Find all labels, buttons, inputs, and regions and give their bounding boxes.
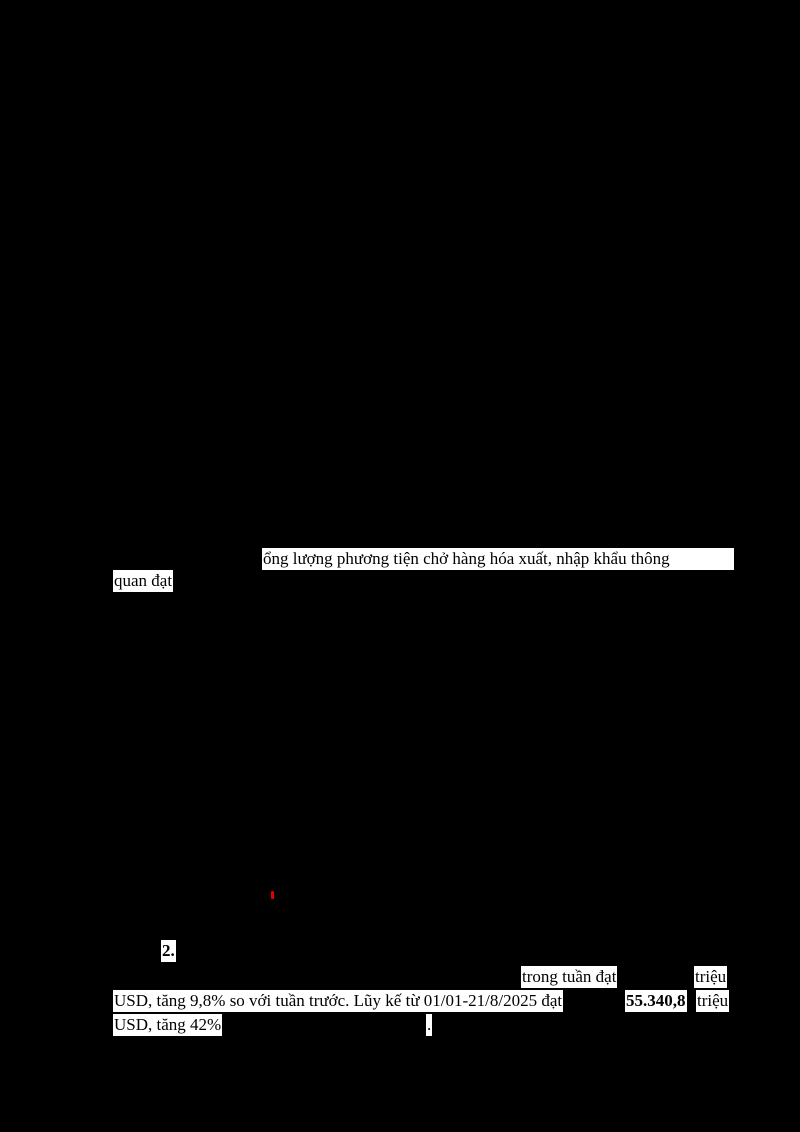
section2-line3-a: USD, tăng 42%: [114, 1015, 222, 1034]
section2-line2-a: USD, tăng 9,8% so với tuần trước. Lũy kế từ 01/01-21/8/2025 đạt: [114, 991, 563, 1010]
section2-line1-a: trong tuần đạt: [522, 967, 617, 986]
section2-line3-b: .: [427, 1015, 432, 1034]
paragraph1-line2: quan đạt: [114, 571, 173, 590]
red-mark: [271, 891, 274, 899]
paragraph1-line1: ổng lượng phương tiện chở hàng hóa xuất, nhập khẩu thông: [262, 548, 734, 570]
section2-line2-b: triệu: [697, 991, 729, 1010]
section2-line1-b: triệu: [695, 967, 727, 986]
section2-line2-value: 55.340,8: [626, 991, 686, 1010]
section2-heading: 2.: [162, 941, 175, 960]
